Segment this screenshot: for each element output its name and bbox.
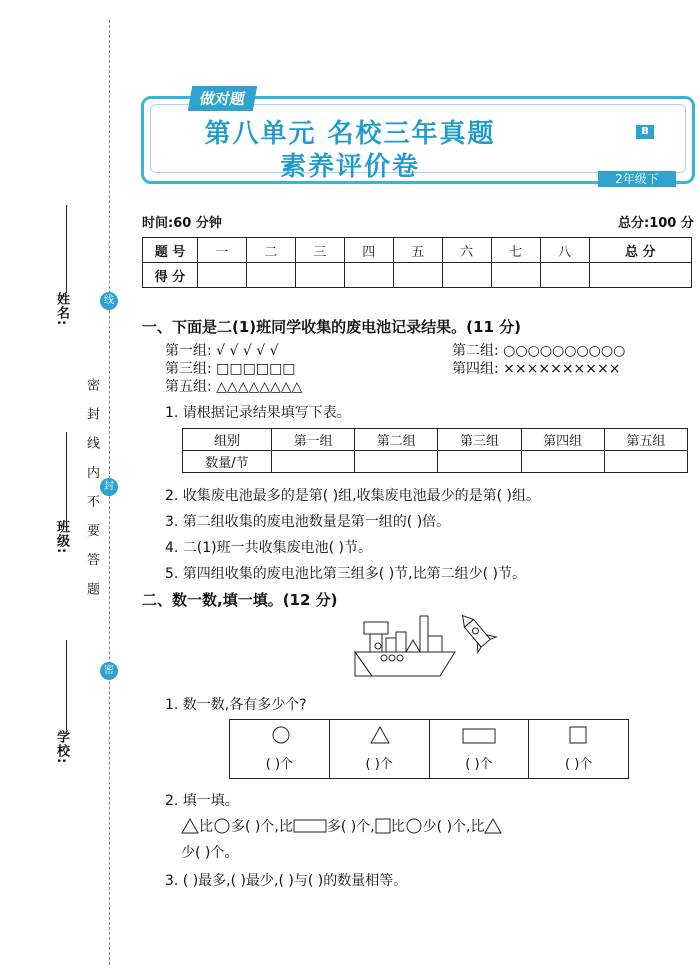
count-cell-square	[529, 720, 628, 778]
question-2-heading: 二、数一数,填一填。(12 分)	[142, 591, 338, 609]
fill-text-a: 比	[199, 819, 213, 835]
record-value-row	[183, 451, 688, 473]
q1-sub5: 5. 第四组收集的废电池比第三组多( )节,比第二组少( )节。	[165, 566, 527, 582]
score-header-cell: 七	[491, 238, 540, 263]
group-1-record: 第一组: √ √ √ √ √	[165, 343, 279, 359]
score-input-cell[interactable]	[344, 263, 393, 288]
score-header-cell: 八	[540, 238, 589, 263]
class-label: 班级:	[54, 520, 69, 555]
score-row-label: 得 分	[143, 263, 198, 288]
count-answer-square[interactable]: ( )个	[564, 757, 593, 772]
record-header-cell: 第四组	[521, 429, 604, 451]
square-icon	[569, 726, 587, 744]
record-header-cell: 组别	[183, 429, 272, 451]
count-cell-triangle	[330, 720, 430, 778]
record-table	[182, 428, 688, 473]
count-answer-triangle[interactable]: ( )个	[365, 757, 393, 772]
question-1-heading: 一、下面是二(1)班同学收集的废电池记录结果。(11 分)	[142, 318, 521, 336]
square-icon	[375, 818, 391, 834]
fill-text-b: 多( )个,比	[231, 819, 293, 835]
score-header-cell: 二	[246, 238, 295, 263]
shape-count-table	[229, 719, 629, 779]
triangle-icon	[181, 818, 199, 834]
seal-tag-mid: 封	[100, 478, 118, 496]
score-header-cell: 三	[295, 238, 344, 263]
count-cell-rectangle	[430, 720, 530, 778]
score-input-cell[interactable]	[393, 263, 442, 288]
time-limit: 时间:60 分钟	[142, 216, 222, 231]
rectangle-icon	[462, 728, 496, 744]
circle-icon	[272, 726, 290, 744]
score-header-cell: 六	[442, 238, 491, 263]
q1-sub4: 4. 二(1)班一共收集废电池( )节。	[165, 540, 373, 556]
score-value-row	[143, 263, 692, 288]
fill-text-c: 多( )个,	[326, 819, 375, 835]
seal-notice: 密 封 线 内 不 要 答 题	[84, 378, 99, 601]
level-mark: B	[636, 125, 654, 139]
triangle-icon	[484, 818, 502, 834]
score-input-cell[interactable]	[295, 263, 344, 288]
group-2-record: 第二组: ○○○○○○○○○○	[452, 343, 626, 359]
fill-line-1	[181, 816, 502, 836]
circle-icon	[213, 818, 231, 834]
grade-tag: 2年级下	[598, 171, 676, 187]
fill-line-2: 少( )个。	[181, 845, 239, 861]
name-underline	[66, 205, 67, 293]
class-underline	[66, 432, 67, 522]
score-input-cell[interactable]	[540, 263, 589, 288]
q1-sub3: 3. 第二组收集的废电池数量是第一组的( )倍。	[165, 514, 451, 530]
record-input-cell[interactable]	[438, 451, 521, 473]
group-3-record: 第三组: □□□□□□	[165, 361, 296, 377]
record-header-cell: 第五组	[604, 429, 687, 451]
triangle-icon	[370, 726, 390, 744]
circle-icon	[405, 818, 423, 834]
score-header-cell: 四	[344, 238, 393, 263]
total-score: 总分:100 分	[618, 216, 694, 231]
record-header-cell: 第二组	[355, 429, 438, 451]
score-table	[142, 237, 692, 288]
record-row-label: 数量/节	[183, 451, 272, 473]
school-label: 学校:	[54, 730, 69, 765]
rectangle-icon	[293, 818, 327, 834]
badge-label: 做对题	[188, 86, 257, 111]
score-header-cell: 五	[393, 238, 442, 263]
seal-tag-bottom: 密	[100, 662, 118, 680]
record-input-cell[interactable]	[355, 451, 438, 473]
record-input-cell[interactable]	[604, 451, 687, 473]
score-header-cell: 一	[198, 238, 247, 263]
record-header-row	[183, 429, 688, 451]
record-input-cell[interactable]	[521, 451, 604, 473]
q1-sub2: 2. 收集废电池最多的是第( )组,收集废电池最少的是第( )组。	[165, 488, 541, 504]
q1-sub1: 1. 请根据记录结果填写下表。	[165, 405, 351, 421]
score-header-cell: 题 号	[143, 238, 198, 263]
seal-tag-top: 线	[100, 292, 118, 310]
school-underline	[66, 640, 67, 730]
q2-sub2: 2. 填一填。	[165, 793, 239, 809]
score-input-cell[interactable]	[246, 263, 295, 288]
count-cell-circle	[230, 720, 330, 778]
name-label: 姓名:	[54, 292, 69, 327]
score-header-cell: 总 分	[589, 238, 692, 263]
q2-sub1: 1. 数一数,各有多少个?	[165, 697, 307, 713]
count-answer-rectangle[interactable]: ( )个	[465, 757, 493, 772]
ship-and-rocket-figure	[350, 612, 510, 684]
fill-text-d: 比	[390, 819, 405, 835]
page-title: 第八单元 名校三年真题	[204, 119, 496, 149]
fill-text-e: 少( )个,比	[422, 819, 485, 835]
page-subtitle: 素养评价卷	[279, 152, 420, 182]
score-header-row	[143, 238, 692, 263]
score-input-cell[interactable]	[198, 263, 247, 288]
record-header-cell: 第三组	[438, 429, 521, 451]
group-4-record: 第四组: ××××××××××	[452, 361, 621, 377]
score-input-cell[interactable]	[589, 263, 692, 288]
q2-sub3: 3. ( )最多,( )最少,( )与( )的数量相等。	[165, 873, 408, 889]
record-header-cell: 第一组	[272, 429, 355, 451]
score-input-cell[interactable]	[491, 263, 540, 288]
group-5-record: 第五组: △△△△△△△△	[165, 379, 303, 395]
count-answer-circle[interactable]: ( )个	[265, 757, 294, 772]
score-input-cell[interactable]	[442, 263, 491, 288]
record-input-cell[interactable]	[272, 451, 355, 473]
